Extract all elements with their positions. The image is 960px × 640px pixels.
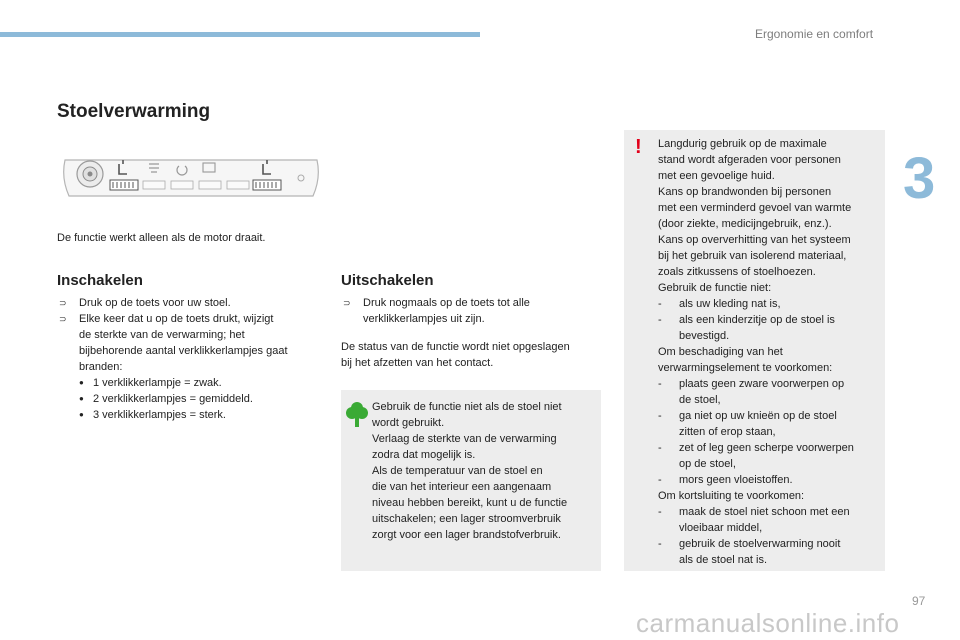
warning-list-item: [658, 376, 883, 408]
text-line: vloeibaar middel,: [679, 522, 763, 534]
header-accent-bar: [0, 32, 480, 37]
text-line: Als de temperatuur van de stoel en: [372, 465, 543, 477]
text-line: plaats geen zware voorwerpen op: [679, 378, 845, 390]
dash-marker: -: [658, 506, 662, 518]
warning-list-item: [658, 472, 883, 488]
text-line: branden:: [79, 361, 123, 373]
text-line: maak de stoel niet schoon met een: [679, 506, 850, 518]
warning-list-item: [658, 504, 883, 536]
watermark-text: carmanualsonline.info: [636, 608, 900, 638]
inschakelen-step-1: [57, 295, 322, 311]
text-line: Kans op brandwonden bij personen: [658, 186, 832, 198]
text-line: (door ziekte, medicijngebruik, enz.).: [658, 218, 832, 230]
text-line: met een verminderd gevoel van warmte: [658, 202, 852, 214]
text-line: op de stoel,: [679, 458, 736, 470]
bullet-marker: ⊃: [59, 298, 67, 308]
dash-marker: -: [658, 314, 662, 326]
text-line: Kans op oververhitting van het systeem: [658, 234, 851, 246]
dash-marker: -: [658, 298, 662, 310]
text-line: bij het gebruik van isolerend materiaal,: [658, 250, 847, 262]
text-line: ga niet op uw knieën op de stoel: [679, 410, 837, 422]
text-line: als de stoel nat is.: [679, 554, 768, 566]
warning-exclamation-icon: !: [635, 136, 642, 158]
text-line: Gebruik de functie niet:: [658, 282, 772, 294]
inschakelen-step-1-text: Druk op de toets voor uw stoel.: [79, 297, 231, 309]
text-line: Elke keer dat u op de toets drukt, wijzigt: [79, 313, 274, 325]
inschakelen-column: [57, 295, 322, 423]
text-line: Om kortsluiting te voorkomen:: [658, 490, 805, 502]
dash-marker: -: [658, 538, 662, 550]
text-line: zitten of erop staan,: [679, 426, 776, 438]
text-line: bijbehorende aantal verklikkerlampjes gaat: [79, 345, 288, 357]
uitschakelen-column: [341, 295, 603, 371]
inschakelen-step-2: [57, 311, 322, 423]
warning-box: [624, 130, 885, 571]
text-line: verwarmingselement te voorkomen:: [658, 362, 833, 374]
text-line: Gebruik de functie niet als de stoel niet: [372, 401, 562, 413]
eco-tip-text: [372, 399, 598, 543]
text-line: Langdurig gebruik op de maximale: [658, 138, 827, 150]
text-line: zoals zitkussens of stoelhoezen.: [658, 266, 816, 278]
text-line: stand wordt afgeraden voor personen: [658, 154, 841, 166]
text-line: als uw kleding nat is,: [679, 298, 781, 310]
heading-uitschakelen: Uitschakelen: [341, 272, 434, 289]
heating-level-item: ● 2 verklikkerlampjes = gemiddeld.: [79, 391, 322, 407]
text-line: niveau hebben bereikt, kunt u de functie: [372, 497, 568, 509]
text-line: zodra dat mogelijk is.: [372, 449, 476, 461]
text-line: De status van de functie wordt niet opgeslagen: [341, 341, 570, 353]
eco-tip-box: [341, 390, 601, 571]
text-line: met een gevoelige huid.: [658, 170, 775, 182]
bullet-marker: ⊃: [59, 314, 67, 324]
text-line: als een kinderzitje op de stoel is: [679, 314, 835, 326]
heating-level-item: ● 1 verklikkerlampje = zwak.: [79, 375, 322, 391]
heading-inschakelen: Inschakelen: [57, 272, 143, 289]
dash-marker: -: [658, 442, 662, 454]
eco-tree-icon: [345, 400, 369, 428]
dash-marker: -: [658, 378, 662, 390]
text-line: Om beschadiging van het: [658, 346, 783, 358]
text-line: die van het interieur een aangenaam: [372, 481, 552, 493]
heating-levels-list: [79, 375, 322, 423]
text-line: bevestigd.: [679, 330, 730, 342]
dash-marker: -: [658, 410, 662, 422]
text-line: bij het afzetten van het contact.: [341, 357, 494, 369]
text-line: zet of leg geen scherpe voorwerpen: [679, 442, 854, 454]
warning-text: [658, 136, 883, 568]
warning-list-item: [658, 536, 883, 568]
warning-list-item: [658, 440, 883, 472]
page-number: 97: [912, 594, 926, 608]
text-line: wordt gebruikt.: [372, 417, 445, 429]
text-line: de sterkte van de verwarming; het: [79, 329, 245, 341]
text-line: verklikkerlampjes uit zijn.: [363, 313, 485, 325]
warning-list-item: [658, 408, 883, 440]
warning-list-item: [658, 296, 883, 312]
text-line: de stoel,: [679, 394, 721, 406]
text-line: Verlaag de sterkte van de verwarming: [372, 433, 557, 445]
bullet-marker: ⊃: [343, 298, 351, 308]
text-line: Druk nogmaals op de toets tot alle: [363, 297, 530, 309]
text-line: uitschakelen; een lager stroomverbruik: [372, 513, 561, 525]
intro-text: De functie werkt alleen als de motor draait.: [57, 232, 266, 244]
uitschakelen-step: [341, 295, 603, 327]
warning-list-item: [658, 312, 883, 344]
seat-heating-control-panel-illustration: [57, 150, 325, 206]
dash-marker: -: [658, 474, 662, 486]
status-paragraph: [341, 339, 603, 371]
section-header: Ergonomie en comfort: [755, 27, 874, 41]
text-line: gebruik de stoelverwarming nooit: [679, 538, 841, 550]
text-line: mors geen vloeistoffen.: [679, 474, 793, 486]
text-line: zorgt voor een lager brandstofverbruik.: [372, 529, 561, 541]
page-title: Stoelverwarming: [57, 101, 211, 122]
heating-level-item: ● 3 verklikkerlampjes = sterk.: [79, 407, 322, 423]
chapter-number: 3: [903, 146, 936, 211]
